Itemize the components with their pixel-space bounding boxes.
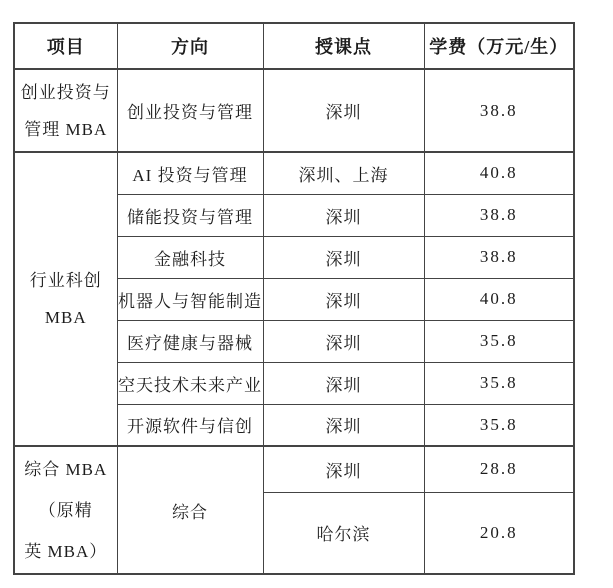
col-header-tuition: 学费（万元/生） <box>424 23 574 69</box>
header-row <box>14 23 574 69</box>
program-line: 综合 MBA <box>24 459 108 479</box>
program-line: 英 MBA） <box>24 541 108 561</box>
location-cell: 哈尔滨 <box>263 492 424 574</box>
direction-cell: 储能投资与管理 <box>117 194 263 236</box>
program-cell-industry-mba <box>14 152 117 446</box>
fee-cell: 38.8 <box>424 236 574 278</box>
table-row <box>14 69 574 152</box>
fee-cell: 40.8 <box>424 278 574 320</box>
fee-cell: 35.8 <box>424 362 574 404</box>
direction-cell: 综合 <box>117 446 263 574</box>
mba-tuition-table <box>13 22 575 575</box>
fee-cell: 35.8 <box>424 320 574 362</box>
location-cell: 深圳、上海 <box>263 152 424 194</box>
location-cell: 深圳 <box>263 362 424 404</box>
location-cell: 深圳 <box>263 69 424 152</box>
location-cell: 深圳 <box>263 278 424 320</box>
location-cell: 深圳 <box>263 236 424 278</box>
col-header-program: 项目 <box>14 23 117 69</box>
fee-cell: 38.8 <box>424 194 574 236</box>
table-row <box>14 446 574 492</box>
location-cell: 深圳 <box>263 320 424 362</box>
direction-cell: 创业投资与管理 <box>117 69 263 152</box>
table-row <box>14 152 574 194</box>
fee-cell: 40.8 <box>424 152 574 194</box>
fee-cell: 20.8 <box>424 492 574 574</box>
col-header-direction: 方向 <box>117 23 263 69</box>
fee-cell: 35.8 <box>424 404 574 446</box>
location-cell: 深圳 <box>263 404 424 446</box>
col-header-location: 授课点 <box>263 23 424 69</box>
program-line: 创业投资与 <box>20 82 111 102</box>
location-cell: 深圳 <box>263 194 424 236</box>
direction-cell: 开源软件与信创 <box>117 404 263 446</box>
direction-cell: 机器人与智能制造 <box>117 278 263 320</box>
direction-cell: 空天技术未来产业 <box>117 362 263 404</box>
program-cell-venture-mba <box>14 69 117 152</box>
program-line: （原精 <box>38 500 93 520</box>
fee-cell: 38.8 <box>424 69 574 152</box>
program-line: 管理 MBA <box>24 119 108 139</box>
direction-cell: 医疗健康与器械 <box>117 320 263 362</box>
fee-cell: 28.8 <box>424 446 574 492</box>
direction-cell: AI 投资与管理 <box>117 152 263 194</box>
location-cell: 深圳 <box>263 446 424 492</box>
program-line: 行业科创 MBA <box>29 271 102 327</box>
direction-cell: 金融科技 <box>117 236 263 278</box>
program-cell-general-mba <box>14 446 117 574</box>
